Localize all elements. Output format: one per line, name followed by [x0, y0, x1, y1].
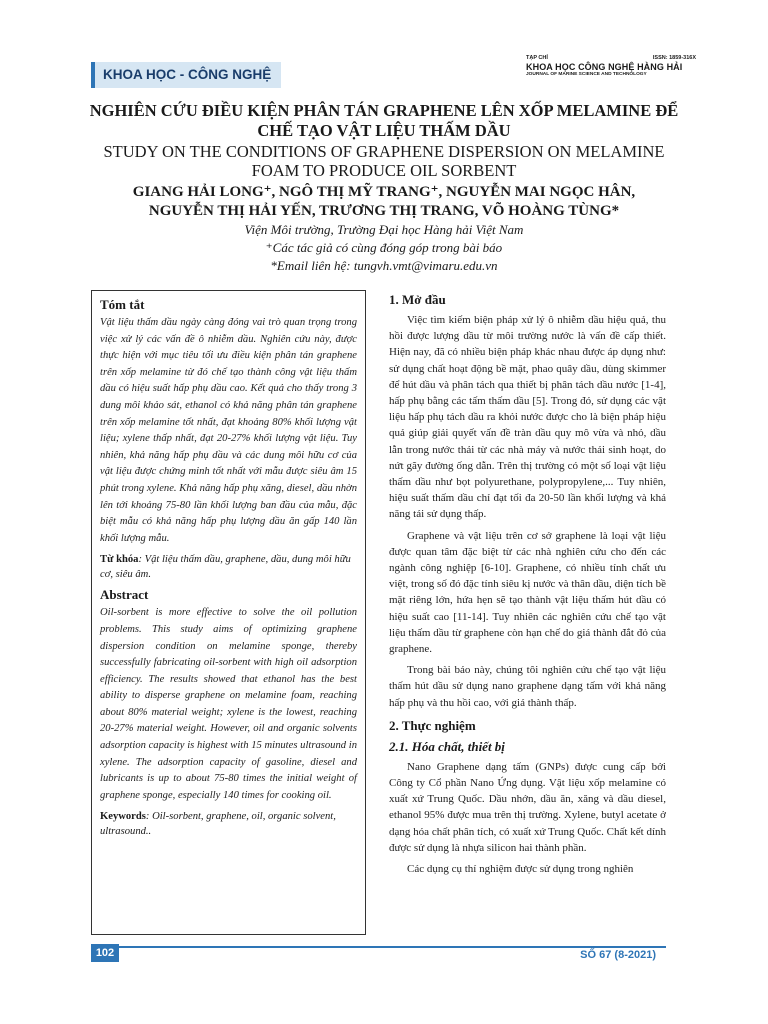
journal-label: TẠP CHÍ [526, 55, 548, 61]
section-2-1-paragraph-2: Các dụng cụ thí nghiệm được sử dụng trong nghiên [407, 863, 634, 876]
section-2-1-heading: 2.1. Hóa chất, thiết bị [389, 738, 505, 754]
contact-email: *Email liên hệ: tungvh.vmt@vimaru.edu.vn [270, 258, 498, 273]
vietnamese-keywords [100, 552, 357, 582]
footer-rule [91, 946, 666, 948]
section-1-heading: 1. Mở đầu [389, 292, 446, 307]
keywords-label-vi: Từ khóa [100, 554, 139, 566]
affiliation: Viện Môi trường, Trường Đại học Hàng hải Việt Nam [244, 222, 524, 237]
title-english: STUDY ON THE CONDITIONS OF GRAPHENE DISPERSION ON MELAMINE FOAM TO PRODUCE OIL SORBENT [103, 142, 665, 180]
section-1-paragraph-2: Graphene và vật liệu trên cơ sở graphene là loại vật liệu được quan tâm đặc biệt từ các nhà nghiên cứu cho đến các ngành công nghiệp [6-10]. Graphene, có nhiều tính chất ưu việt, trong số đó đặc tính siêu kị nước và thân dầu, diện tích bề mặt riêng lớn, hứa hẹn sẽ tạo thành vật liệu thấm hút dầu có hiệu suất cao [11-14]. Tuy nhiên các nghiên cứu chế tạo vật liệu thấm dầu từ graphene còn hạn chế do giá thành đắt đỏ của graphene. [389, 529, 666, 656]
keywords-value-en: : Oil-sorbent, graphene, oil, organic solvent, ultrasound.. [100, 811, 336, 838]
title-vietnamese: NGHIÊN CỨU ĐIỀU KIỆN PHÂN TÁN GRAPHENE LÊN XỐP MELAMINE ĐỂ CHẾ TẠO VẬT LIỆU THẤM DẦU [89, 101, 679, 140]
journal-masthead [526, 55, 696, 77]
issue-number: SỐ 67 (8-2021) [580, 949, 656, 961]
authors-line-2: NGUYỄN THỊ HẢI YẾN, TRƯƠNG THỊ TRANG, VÕ HOÀNG TÙNG* [148, 203, 620, 219]
journal-name-en: JOURNAL OF MARINE SCIENCE AND TECHNOLOGY [526, 72, 647, 77]
english-keywords [100, 809, 357, 839]
body-column [389, 291, 666, 882]
issn: ISSN: 1859-316X [652, 55, 696, 61]
section-label: KHOA HỌC - CÔNG NGHỆ [91, 62, 281, 88]
summary-text: Vật liệu thấm dầu ngày càng đóng vai trò quan trọng trong việc xử lý các vấn đề ô nhiễm dầu. Nghiên cứu này, được thực hiện với mục tiêu tối ưu điều kiện phân tán graphene trên xốp melamine từ đó chế tạo thành công vật liệu thấm dầu có hiệu suất hấp phụ dầu cao. Kết quả cho thấy trong 3 dung môi khảo sát, ethanol có khả năng phân tán graphene trên xốp melamine tốt nhất, đạt khoảng 80% khối lượng vật liệu; xylene thấp nhất, đạt 20-27% khối lượng vật liệu. Tuy nhiên, khả năng hấp phụ dầu và các dung môi hữu cơ của vật liệu được chứng minh tốt nhất với mẫu được siêu âm 15 phút trong xylene. Khả năng hấp phụ xăng, diesel, dầu nhờn lên tới khoảng 75-80 lần khối lượng ban đầu của mẫu, đặc biệt mẫu có khả năng hấp phụ lượng dầu ăn gấp 140 lần khối lượng mẫu. [100, 317, 357, 544]
equal-contribution-note: ⁺Các tác giả có cùng đóng góp trong bài báo [265, 240, 503, 255]
journal-name: KHOA HỌC CÔNG NGHỆ HÀNG HẢI [526, 62, 683, 72]
title-block [80, 101, 688, 275]
page-number: 102 [91, 944, 119, 962]
section-2-heading: 2. Thực nghiệm [389, 717, 476, 733]
abstract-text: Oil-sorbent is more effective to solve the oil pollution problems. This study aims of optimizing graphene dispersion condition on melamine sponge, thereby successfully fabricating oil-sorbent with high oil adsorption efficiency. The results showed that ethanol has the best ability to disperse graphene on melamine foam, reaching about 80% material weight; xylene is the lowest, reaching 20-27% material weight. However, oil and organic solvents adsorption capacity is highest with 15 minutes ultrasound in xylene. The adsorption capacity of gasoline, diesel and lubricants is up to about 75-80 times the initial weight of graphene sponge, especially 140 times for cooking oil. [100, 607, 357, 801]
section-1-paragraph-1: Việc tìm kiếm biện pháp xử lý ô nhiễm dầu hiệu quả, thu hồi được lượng dầu từ môi trường nước là vấn đề cấp thiết. Hiện nay, đã có nhiều biện pháp khác nhau được áp dụng như: sử dụng chất hoạt động bề mặt, phao quây dầu, dùng skimmer để hút dầu và phân tách qua thiết bị phân tách dầu nước [1-4], hấp phụ bằng các tấm thấm dầu [5]. Trong đó, sử dụng các vật liệu hấp phụ tách dầu ra khỏi nước được cho là biện pháp hiệu quả giúp giải quyết vấn đề tràn dầu quy mô vừa và nhỏ, dầu lẫn trong nước thải từ các nhà máy và nước thải sinh hoạt, do nứt gãy đường ống dẫn. Trên thị trường có một số loại vật liệu thấm dầu như bọt polyurethane, polypropylene,... Tuy nhiên, hiệu suất thấm dầu chỉ đạt tối đa 20-50 lần khối lượng và khả năng tái sử dụng thấp. [389, 314, 666, 521]
keywords-value-vi: : Vật liệu thấm dầu, graphene, dầu, dung môi hữu cơ, siêu âm. [100, 554, 351, 581]
authors-line-1: GIANG HẢI LONG⁺, NGÔ THỊ MỸ TRANG⁺, NGUYỄN MAI NGỌC HÂN, [132, 184, 636, 200]
section-2-1-paragraph-1: Nano Graphene dạng tấm (GNPs) được cung cấp bởi Công ty Cổ phần Nano Ứng dụng. Vật liệu xốp melamine có xuất xứ Trung Quốc. Dầu nhớn, dầu ăn, xăng và dầu diesel, ethanol 95% được mua trên thị trường. Xylene, butyl acetate ở dạng hóa chất phân tích, có xuất xứ Trung Quốc. Chất kết dính được sử dụng là nhựa silicon hai thành phần. [389, 760, 666, 854]
keywords-label-en: Keywords [100, 811, 146, 823]
summary-heading: Tóm tắt [100, 297, 145, 312]
section-1-paragraph-3: Trong bài báo này, chúng tôi nghiên cứu chế tạo vật liệu thấm hút dầu sử dụng nano graphene dạng tấm với khả năng hấp phụ và thu hồi cao, với giá thành thấp. [389, 664, 666, 709]
abstract-heading: Abstract [100, 587, 149, 603]
abstract-box [91, 290, 366, 935]
